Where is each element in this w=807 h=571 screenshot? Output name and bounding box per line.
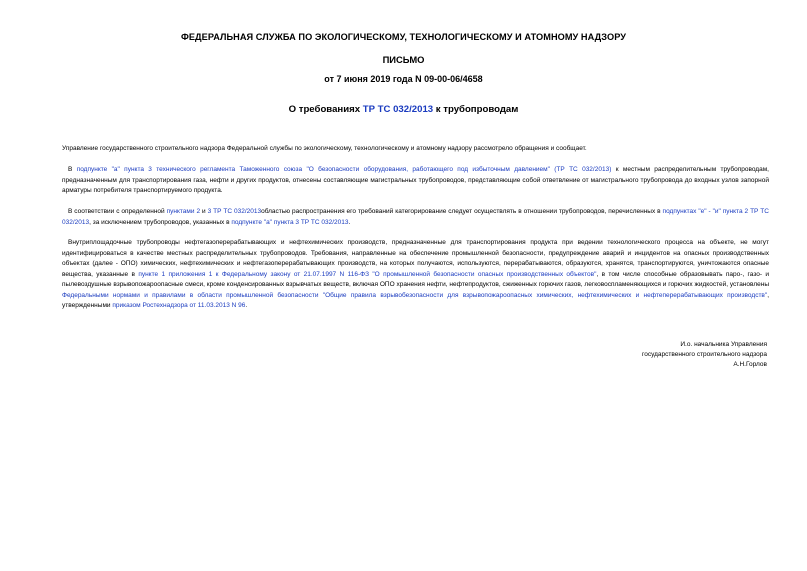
signature-name: А.Н.Горлов <box>733 361 767 368</box>
paragraph-3 <box>62 207 769 228</box>
p2-text-2: к местным распределительным трубопроводам, предназначенным для транспортирования газа, нефти и других продуктов, отнесены составляющие магистральных трубопроводов, представляющие собой ответвление от магистрального трубопровода до входных узлов запорной арматуры потребителя транспортируемого продукта. <box>62 166 769 194</box>
p3-text-3: областью распространения его требований категорирование следует осуществлять в отношении трубопроводов, перечисленных в <box>261 208 663 215</box>
agency-heading: ФЕДЕРАЛЬНАЯ СЛУЖБА ПО ЭКОЛОГИЧЕСКОМУ, ТЕХНОЛОГИЧЕСКОМУ И АТОМНОМУ НАДЗОРУ <box>180 32 627 42</box>
p4-text-4: . <box>245 302 248 309</box>
p4-text-1: Внутриплощадочные трубопроводы нефтегазоперерабатывающих и нефтехимических производств, предназначенные для транспортирования продукта при ведении технологического процесса на объекте, не могут идентифицироваться в качестве местных распределительных трубопроводов. Требования, направленные на обеспечение промышленной безопасности, предупреждение аварий и инцидентов на опасных производственных объектах (далее - ОПО) химических, нефтехимических и нефтегазоперерабатывающих производств, на которых получаются, используются, перерабатываются, образуются, хранятся, транспортируются, уничтожаются опасные вещества, указанные в <box>62 239 769 278</box>
p3-text-4: , за исключением трубопроводов, указанных в <box>89 218 232 226</box>
p3-link-points-2[interactable]: пунктами 2 <box>166 208 201 215</box>
document-date-number: от 7 июня 2019 года N 09-00-06/4658 <box>324 74 483 84</box>
paragraph-4 <box>62 238 769 312</box>
title-suffix: к трубопроводам <box>433 104 519 115</box>
paragraph-1: Управление государственного строительного надзора Федеральной службы по экологическому, технологическому и атомному надзору рассмотрело обращения и сообщает. <box>62 145 587 152</box>
p3-text-5: . <box>348 218 351 226</box>
p3-link-point-3[interactable]: 3 ТР ТС 032/2013 <box>207 208 262 215</box>
document-type: ПИСЬМО <box>382 54 425 65</box>
p2-text-1: В <box>68 166 77 173</box>
p3-text-2: и <box>200 208 208 215</box>
signature-department: государственного строительного надзора <box>642 351 767 358</box>
title-prefix: О требованиях <box>288 104 363 115</box>
p3-link-subpoint-a[interactable]: подпункте "а" пункта 3 ТР ТС 032/2013 <box>231 218 349 226</box>
p4-text-3: , утвержденными <box>62 291 769 309</box>
p4-link-order[interactable]: приказом Ростехнадзора от 11.03.2013 N 96 <box>112 302 246 309</box>
document-title <box>0 104 807 115</box>
p4-text-2: , в том числе способные образовывать паро-, газо- и пылевоздушные взрывопожароопасные смеси, кроме конденсированных взрывчатых веществ, включая ОПО хранения нефти, нефтепродуктов, сжиженных горючих газов, легковоспламеняющихся и горючих жидкостей, установлены <box>62 270 770 288</box>
p2-link-regulation[interactable]: подпункте "а" пункта 3 технического регламента Таможенного союза "О безопасности оборудования, работающего под избыточным давлением" (ТР ТС 032/2013) <box>76 166 612 173</box>
p3-link-subpoints[interactable]: подпунктах "е" - "и" пункта 2 ТР ТС 032/2013 <box>62 208 769 226</box>
title-regulation-link[interactable]: ТР ТС 032/2013 <box>362 104 434 115</box>
p3-text-1: В соответствии с определенной <box>68 208 167 215</box>
p4-link-federal-norms[interactable]: Федеральными нормами и правилами в области промышленной безопасности "Общие правила взрывобезопасности для взрывопожароопасных химических, нефтехимических и нефтеперерабатывающих производств" <box>62 291 768 299</box>
signature-position: И.о. начальника Управления <box>680 341 767 348</box>
paragraph-2 <box>62 165 769 197</box>
p4-link-federal-law[interactable]: пункте 1 приложения 1 к Федеральному закону от 21.07.1997 N 116-ФЗ "О промышленной безопасности опасных производственных объектов" <box>138 270 597 278</box>
